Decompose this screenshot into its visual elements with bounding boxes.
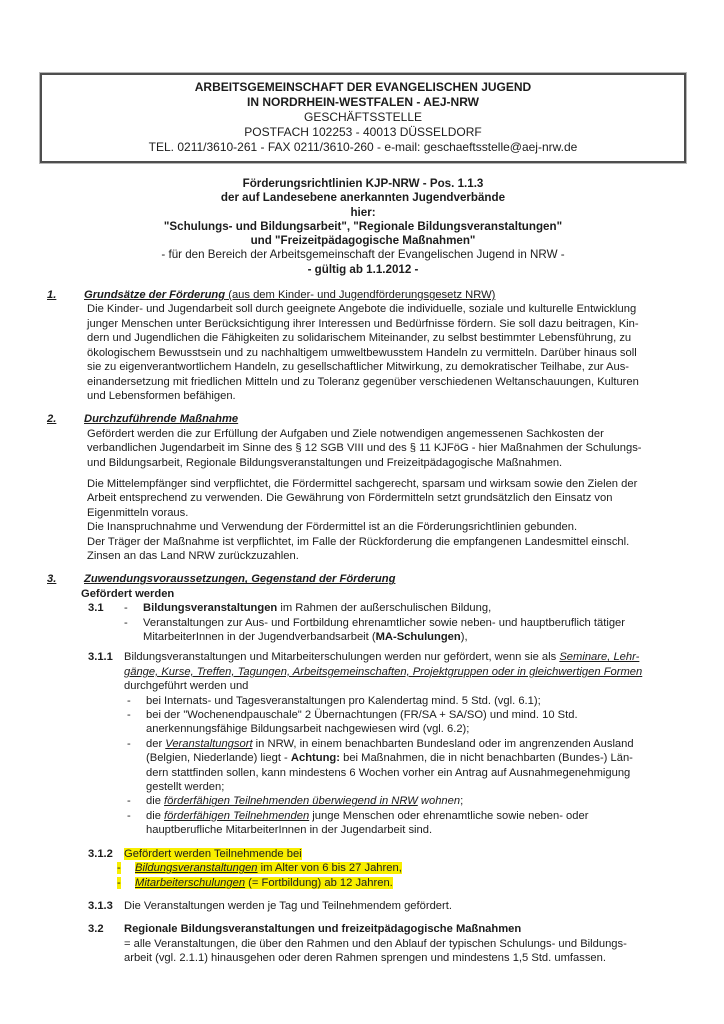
bullet-text-part: die [146,809,165,822]
letterhead-org-region: IN NORDRHEIN-WESTFALEN - AEJ-NRW [247,95,479,109]
item-3-2 [88,922,686,965]
item-3-1-2 [88,847,686,890]
bullet-teilnehmende-personen [124,809,686,838]
title-line-1: Förderungsrichtlinien KJP-NRW - Pos. 1.1.3 [242,177,484,190]
letterhead-postal-address: POSTFACH 102253 - 40013 DÜSSELDORF [244,125,482,139]
bullet-dash: - [127,809,131,822]
intro-text: durchgeführt werden und [124,680,249,693]
bullet-text: bei Internats- und Tagesveranstaltungen pro Kalendertag mind. 5 Std. (vgl. 6.1); [146,694,541,707]
highlighted-bullet-2-text [135,876,393,890]
bullet-text [146,794,686,808]
section-3-number: 3. [47,573,57,586]
intro-emphasis: Seminare, Lehr- gänge, Kurse, Treffen, Tagungen, Arbeitsgemeinschaften, Projektgruppen oder in gleichwertigen Formen [124,651,643,678]
item-3-1-1-number: 3.1.1 [88,651,113,664]
bullet-text-part: bei Maßnahmen, die in nicht benachbarten (Bundes-) Län- dern stattfinden sollen, kann mindestens 6 Wochen vorher ein Antrag auf Ausnahmegenehmigung gestellt werden; [146,752,633,794]
bullet-dash: - [124,616,128,629]
bullet-dash: - [127,737,131,750]
item-3-1-2-content [117,847,686,890]
title-line-4: "Schulungs- und Bildungsarbeit", "Regionale Bildungsveranstaltungen" [163,219,563,233]
bullet-text: ), [460,631,468,644]
bullet-dash: - [124,602,128,615]
item-3-2-body: = alle Veranstaltungen, die über den Rahmen und den Ablauf der typischen Schulungs- und Bildungs- arbeit (vgl. 2.1.1) hinausgehen oder deren Rahmen sprengen und mindestens 1,5 Std. umfassen. [124,937,627,965]
bullet-emphasis: förderfähigen Teilnehmenden [164,809,310,822]
section-1-title [84,288,495,302]
item-3-1-1 [88,650,686,837]
bullet-internats [124,694,686,708]
bullet-text-part: die [146,795,165,808]
document-title-block [40,177,686,277]
item-3-1-2-number: 3.1.2 [88,847,113,860]
item-3-2-content [124,922,686,965]
section-2-paragraph-3: Die Inanspruchnahme und Verwendung der Fördermittel ist an die Förderungsrichtlinien gebunden. [87,521,578,534]
section-3-title: Zuwendungsvoraussetzungen, Gegenstand der Förderung [84,573,396,586]
item-3-1-3-text: Die Veranstaltungen werden je Tag und Teilnehmendem gefördert. [124,899,452,912]
title-line-3: hier: [350,205,376,219]
item-3-1-2-head [124,847,686,861]
highlighted-bullet-1 [117,861,686,875]
bullet-emphasis: Mitarbeiterschulungen [135,876,246,889]
bullet-text-part: junge Menschen oder ehrenamtliche sowie neben- oder hauptberufliche MitarbeiterInnen in der Jugendarbeit sind. [146,809,589,837]
bullet-dash: - [127,694,131,707]
bullet-text: Veranstaltungen zur Aus- und Fortbildung ehrenamtlicher sowie neben- und hauptberuflich tätiger MitarbeiterInnen in der Jugendverbandsarbeit ( [143,616,625,644]
section-2-number: 2. [47,413,57,426]
bullet-dash: - [127,795,131,808]
item-3-1-1-bullets [124,694,686,838]
highlighted-bullet-2 [117,876,686,890]
bullet-emphasis: Veranstaltungsort [165,737,253,750]
title-validity-line: - gültig ab 1.1.2012 - [307,262,419,276]
section-2-paragraph-2: Die Mittelempfänger sind verpflichtet, die Fördermittel sachgerecht, sparsam und wirksam sowie den Zielen der Arbeit entsprechend zu verwenden. Die Gewährung von Fördermitteln setzt grundsätzlich den Einsatz von Eigenmitteln voraus. [87,477,638,519]
section-1-title-main: Grundsätze der Förderung [84,289,226,302]
highlighted-bullet-1-text [135,861,402,875]
section-1-number: 1. [47,289,57,302]
bullet-emphasis: Bildungsveranstaltungen [135,862,258,875]
item-3-1-bullet-2-text [143,616,686,645]
bullet-dash: - [127,709,131,722]
bullet-text: bei der "Wochenendpauschale" 2 Übernachtungen (FR/SA + SA/SO) und mind. 10 Std. anerkennungsfähige Bildungsarbeit nachgewiesen wird (vgl. 6.2); [146,709,578,736]
bullet-attention-label: Achtung: [290,752,340,765]
letterhead-box [40,73,686,163]
item-3-1 [88,601,686,644]
item-3-1-content [124,601,686,644]
title-line-2: der auf Landesebene anerkannten Jugendverbände [220,191,506,205]
item-3-2-number: 3.2 [88,923,104,936]
bullet-dash-glyph: - [117,876,121,889]
section-3-intro: Gefördert werden [81,587,175,600]
bullet-text-part: ; [460,795,464,808]
bullet-teilnehmende-nrw [124,794,686,808]
highlighted-text: Gefördert werden Teilnehmende bei [124,847,302,860]
section-1-body: Die Kinder- und Jugendarbeit soll durch geeignete Angebote die individuelle, soziale und kulturelle Entwicklung junger Menschen unter Berücksichtigung ihrer Interessen und Bedürfnisse fördern. Sie soll dazu beitragen, Kin- dern und Jugendlichen die Fähigkeiten zu solidarischem Miteinander, zu selbst bestimmter Lebensführung, zu ökologischem Bewusstsein und zu nachhaltigem umweltbewusstem Handeln zu vermitteln. Darüber hinaus soll sie zu eigenverantwortlichem Handeln, zu gesellschaftlicher Mitwirkung, zu demokratischer Teilhabe, zur Aus- einandersetzung mit friedlichen Mitteln und zu Toleranz gegenüber verschiedenen Weltanschauungen, Kulturen und Lebensformen befähigen. [87,303,639,402]
item-3-1-bullet-1-text [143,601,686,615]
bullet-text [146,809,686,838]
bullet-text-part: im Alter von 6 bis 27 Jahren, [257,862,402,875]
bullet-text-part: der [146,737,166,750]
item-3-1-bullet-2 [124,616,686,645]
letterhead-contact-line: TEL. 0211/3610-261 - FAX 0211/3610-260 - e-mail: geschaeftsstelle@aej-nrw.de [148,140,578,154]
item-3-1-1-content [124,650,686,837]
title-scope-line: - für den Bereich der Arbeitsgemeinschaft der Evangelischen Jugend in NRW - [161,248,565,262]
letterhead-org-name: ARBEITSGEMEINSCHAFT DER EVANGELISCHEN JUGEND [194,80,532,94]
bullet-veranstaltungsort [124,737,686,795]
section-2-heading [40,412,686,426]
item-3-1-3 [88,899,686,913]
section-1-heading [40,288,686,302]
bullet-text-part: in NRW, in einem benachbarten Bundesland oder im angrenzenden Ausland (Belgien, Niederlande) liegt - [146,737,634,765]
bullet-dash [117,861,135,875]
title-line-5: und "Freizeitpädagogische Maßnahmen" [250,234,476,248]
item-3-1-3-number: 3.1.3 [88,899,113,912]
bullet-text: im Rahmen der außerschulischen Bildung, [277,602,492,615]
item-3-1-bullet-1 [124,601,686,615]
bullet-emphasis: förderfähigen Teilnehmenden überwiegend in NRW [164,795,418,808]
bullet-text-part: (= Fortbildung) ab 12 Jahren. [245,876,393,889]
bullet-dash [117,876,135,890]
section-2-paragraph-4: Der Träger der Maßnahme ist verpflichtet, im Falle der Rückforderung die empfangenen Landesmittel einschl. Zinsen an das Land NRW zurückzuzahlen. [87,535,630,562]
section-1-title-suffix: (aus dem Kinder- und Jugendförderungsgesetz NRW) [225,289,496,302]
bullet-text [146,737,686,795]
section-2-title: Durchzuführende Maßnahme [84,413,239,426]
bullet-bold-term: Bildungsveranstaltungen [143,602,278,615]
item-3-1-1-intro [124,650,686,693]
section-2-paragraph-1: Gefördert werden die zur Erfüllung der Aufgaben und Ziele notwendigen angemessenen Sachkosten der verbandlichen Jugendarbeit im Sinne des § 12 SGB VIII und des § 11 KJFöG - hier Maßnahmen der Schulungs- und Bildungsarbeit, Regionale Bildungsveranstaltungen und Freizeitpädagogische Maßnahmen. [87,427,642,469]
section-3-heading [40,572,686,586]
item-3-2-title: Regionale Bildungsveranstaltungen und freizeitpädagogische Maßnahmen [124,923,522,936]
bullet-bold-term: MA-Schulungen [375,631,461,644]
bullet-wochenendpauschale [124,708,686,737]
bullet-italic-part: wohnen [417,795,461,808]
item-3-1-number: 3.1 [88,602,104,615]
intro-text: Bildungsveranstaltungen und Mitarbeiterschulungen werden nur gefördert, wenn sie als [124,651,560,664]
bullet-dash-glyph: - [117,862,121,875]
letterhead-office: GESCHÄFTSSTELLE [303,110,423,124]
